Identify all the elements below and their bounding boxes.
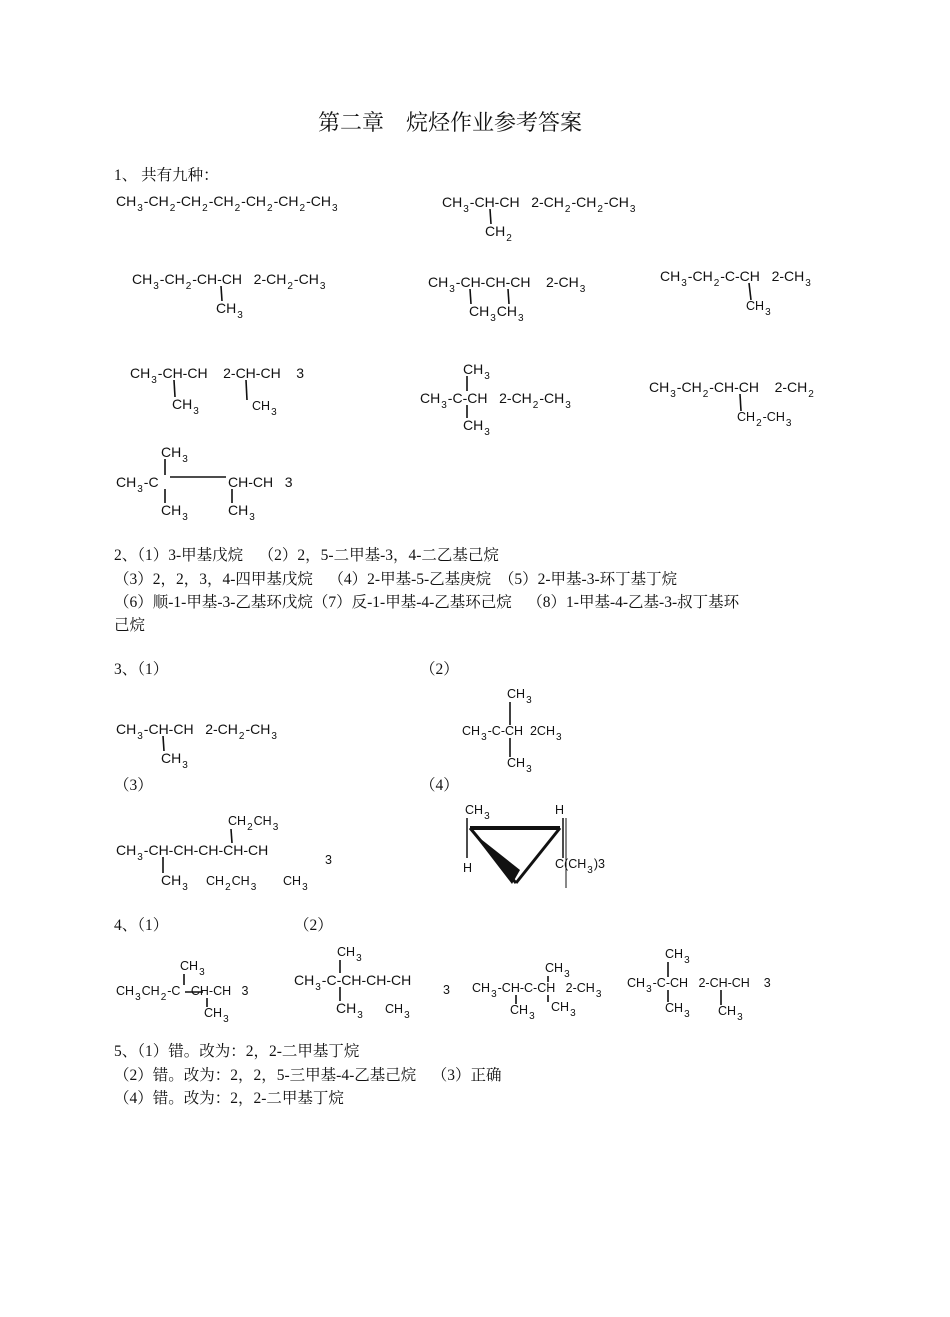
q3-structure-4-top-left: $CH_3$ <box>465 803 490 822</box>
q3-structure-2-main: $CH_3-C-CH$ $2CH_3$ <box>462 724 562 743</box>
cyclopropane-ring <box>467 818 566 888</box>
q1-structure-8-branch: $CH_2-CH_3$ <box>737 410 792 429</box>
q1-structure-9-right: CH-CH 3 <box>228 474 293 490</box>
q3-structure-3-branch-1: $CH_3$ <box>161 872 188 893</box>
q3-label-3: （3） <box>114 777 153 794</box>
bond <box>163 736 164 751</box>
bond <box>174 380 175 397</box>
q3-structure-4-bottom-left: H <box>463 861 473 875</box>
q3-label-4: （4） <box>420 777 459 794</box>
q3-structure-3-branch-3: $CH_3$ <box>283 874 308 893</box>
q3-label-2: （2） <box>420 661 459 678</box>
q3-structure-2-bottom: $CH_3$ <box>507 756 532 775</box>
q4-structure-4-main: $CH_3-C-CH$ 2-CH-CH 3 <box>627 976 771 995</box>
q3-structure-3-branch-2: $CH_2CH_3$ <box>206 874 257 893</box>
q1-structure-5-main: $CH_3-CH_2-C-CH$ $2-CH_3$ <box>660 268 811 289</box>
q1-structure-7-main: $CH_3-C-CH$ $2-CH_2-CH_3$ <box>420 390 571 411</box>
q1-structure-4-branch: $CH_3CH_3$ <box>469 303 524 324</box>
q3-structure-3-top: $CH_2CH_3$ <box>228 814 279 833</box>
q4-structure-2-tail: 3 <box>443 983 450 997</box>
q3-structure-2-top: $CH_3$ <box>507 687 532 706</box>
q2-line-4: 己烷 <box>114 617 146 634</box>
bond <box>246 380 247 400</box>
q4-structure-2-top: $CH_3$ <box>337 945 362 964</box>
q4-structure-4-branch-1: $CH_3$ <box>665 1001 690 1020</box>
q1-heading: 1、 共有九种： <box>114 167 219 184</box>
q1-structure-8-main: $CH_3-CH_2-CH-CH$ $2-CH_2$ <box>649 379 814 400</box>
q1-structure-7-top: $CH_3$ <box>463 361 490 382</box>
q3-structure-1-branch: $CH_3$ <box>161 750 188 771</box>
q1-structure-1: $CH_3-CH_2-CH_2-CH_2-CH_2-CH_2-CH_3$ <box>116 193 338 214</box>
q1-structure-6-main: $CH_3-CH-CH$ 2-CH-CH 3 <box>130 365 305 386</box>
q5-line-1: 5、（1）错。改为：2，2-二甲基丁烷 <box>114 1043 360 1060</box>
q4-label-1: 4、（1） <box>114 917 169 934</box>
q4-structure-3-branch-1: $CH_3$ <box>510 1003 535 1022</box>
page-title: 第二章 烷烃作业参考答案 <box>318 110 583 135</box>
q1-structure-7-bottom: $CH_3$ <box>463 417 490 438</box>
q4-structure-1-bottom: $CH_3$ <box>204 1006 229 1025</box>
q3-label-1: 3、（1） <box>114 661 169 678</box>
q4-label-2: （2） <box>294 917 333 934</box>
bond <box>221 286 222 301</box>
q1-structure-6-branch-2: $CH_3$ <box>252 399 277 418</box>
q1-structure-2-main: $CH_3-CH-CH$ $2-CH_2-CH_2-CH_3$ <box>442 194 636 215</box>
q4-structure-3-top: $CH_3$ <box>545 961 570 980</box>
q1-structure-3-branch: $CH_3$ <box>216 300 243 321</box>
bond <box>231 829 232 843</box>
bond <box>508 289 509 304</box>
q5-line-3: （4）错。改为：2，2-二甲基丁烷 <box>114 1090 344 1107</box>
q1-structure-2-branch: $CH_2$ <box>485 223 512 244</box>
q5-line-2: （2）错。改为：2，2，5-三甲基-4-乙基己烷 （3）正确 <box>114 1067 502 1084</box>
bond <box>749 283 751 300</box>
q4-structure-3-main: $CH_3-CH-C-CH$ $2-CH_3$ <box>472 981 602 1000</box>
q4-structure-2-branch-2: $CH_3$ <box>385 1002 410 1021</box>
q4-structure-1-main: $CH_3CH_2-C$ CH-CH 3 <box>116 984 249 1003</box>
q2-line-1: 2、（1）3-甲基戊烷 （2）2，5-二甲基-3，4-二乙基己烷 <box>114 547 499 564</box>
q1-structure-5-branch: $CH_3$ <box>746 299 771 318</box>
q4-structure-4-branch-2: $CH_3$ <box>718 1004 743 1023</box>
q4-structure-3-branch-2: $CH_3$ <box>551 1000 576 1019</box>
q1-structure-4-main: $CH_3-CH-CH-CH$ $2-CH_3$ <box>428 274 586 295</box>
q1-structure-9-bottom-1: $CH_3$ <box>161 502 188 523</box>
q4-structure-4-top: $CH_3$ <box>665 947 690 966</box>
q2-line-2: （3）2，2，3，4-四甲基戊烷 （4）2-甲基-5-乙基庚烷 （5）2-甲基-3-环丁基丁烷 <box>114 571 678 588</box>
q1-structure-6-branch-1: $CH_3$ <box>172 396 199 417</box>
q3-structure-4-top-right: H <box>555 803 565 817</box>
q4-structure-1-top: $CH_3$ <box>180 959 205 978</box>
q4-structure-2-branch-1: $CH_3$ <box>336 1000 363 1021</box>
bond <box>470 289 471 304</box>
cyclopropane-wedge <box>472 832 520 884</box>
q3-structure-1-main: $CH_3-CH-CH$ $2-CH_2-CH_3$ <box>116 721 277 742</box>
q1-structure-9-left: $CH_3-C$ <box>116 474 159 495</box>
bond <box>490 209 491 224</box>
q3-structure-3-tail: 3 <box>325 853 332 867</box>
q4-structure-2-main: $CH_3-C-CH-CH-CH$ <box>294 972 412 993</box>
bond <box>740 394 741 411</box>
q3-structure-3-main: $CH_3-CH-CH-CH-CH-CH$ <box>116 842 269 863</box>
q1-structure-9-top: $CH_3$ <box>161 444 188 465</box>
q3-structure-4-bottom-right: $C(CH_3)3$ <box>555 857 605 876</box>
q1-structure-3-main: $CH_3-CH_2-CH-CH$ $2-CH_2-CH_3$ <box>132 271 326 292</box>
q2-line-3: （6）顺-1-甲基-3-乙基环戊烷（7）反-1-甲基-4-乙基环己烷 （8）1-甲基-4-乙基-3-叔丁基环 <box>114 594 740 611</box>
q1-structure-9-bottom-2: $CH_3$ <box>228 502 255 523</box>
